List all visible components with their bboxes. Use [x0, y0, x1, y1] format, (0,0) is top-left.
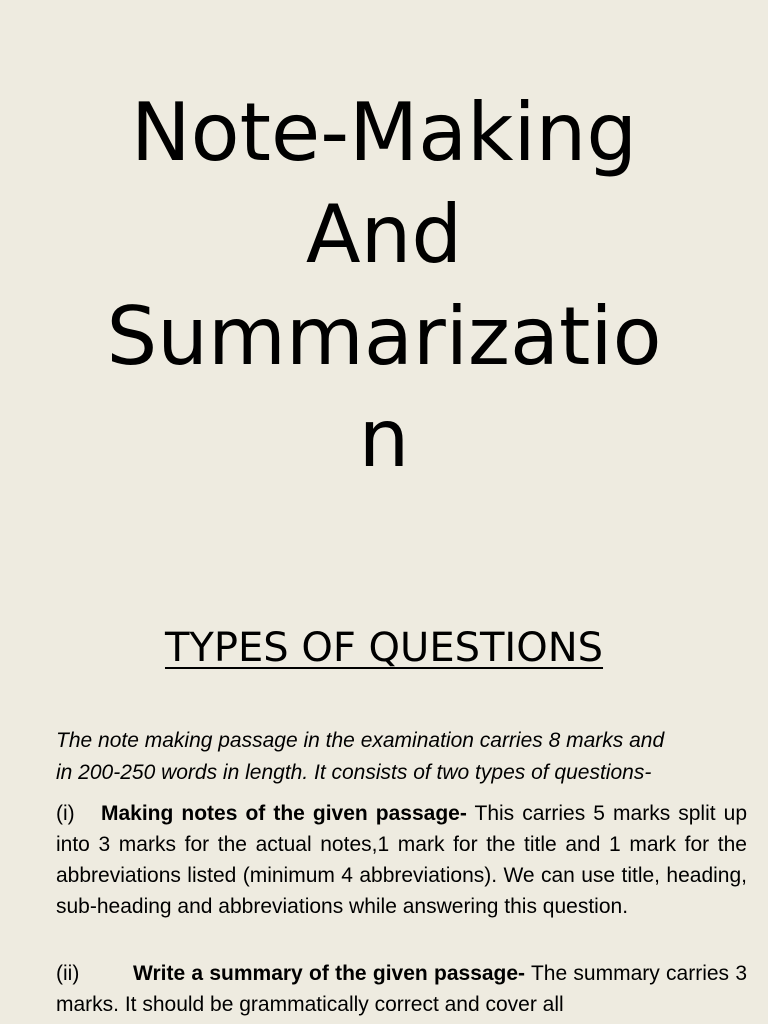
question-numeral: (i) — [56, 802, 75, 825]
question-heading: Making notes of the given passage- — [101, 802, 467, 825]
page-title — [0, 82, 768, 490]
question-heading: Write a summary of the given passage- — [133, 962, 526, 985]
question-body: This carries 5 marks split up into 3 marks for the actual notes,1 mark for the title and 1 mark for the abbreviations listed (minimum 4 abbreviations). We can use title, heading, sub-heading and abbreviations while answering this question. — [56, 802, 747, 918]
intro-line: in 200-250 words in length. It consists of two types of questions- — [56, 761, 652, 784]
title-line: n — [358, 392, 410, 485]
title-line: And — [305, 188, 463, 281]
question-item — [56, 798, 747, 922]
question-body: The summary carries 3 marks. It should be grammatically correct and cover all — [56, 962, 748, 1016]
title-line: Note-Making — [130, 86, 638, 179]
title-line: Summarizatio — [106, 290, 662, 383]
section-heading-text: TYPES OF QUESTIONS — [164, 625, 604, 671]
question-item — [56, 958, 747, 1020]
intro-paragraph — [56, 725, 746, 789]
section-heading — [0, 622, 768, 674]
question-numeral: (ii) — [56, 962, 80, 985]
intro-line: The note making passage in the examination carries 8 marks and — [56, 729, 665, 752]
